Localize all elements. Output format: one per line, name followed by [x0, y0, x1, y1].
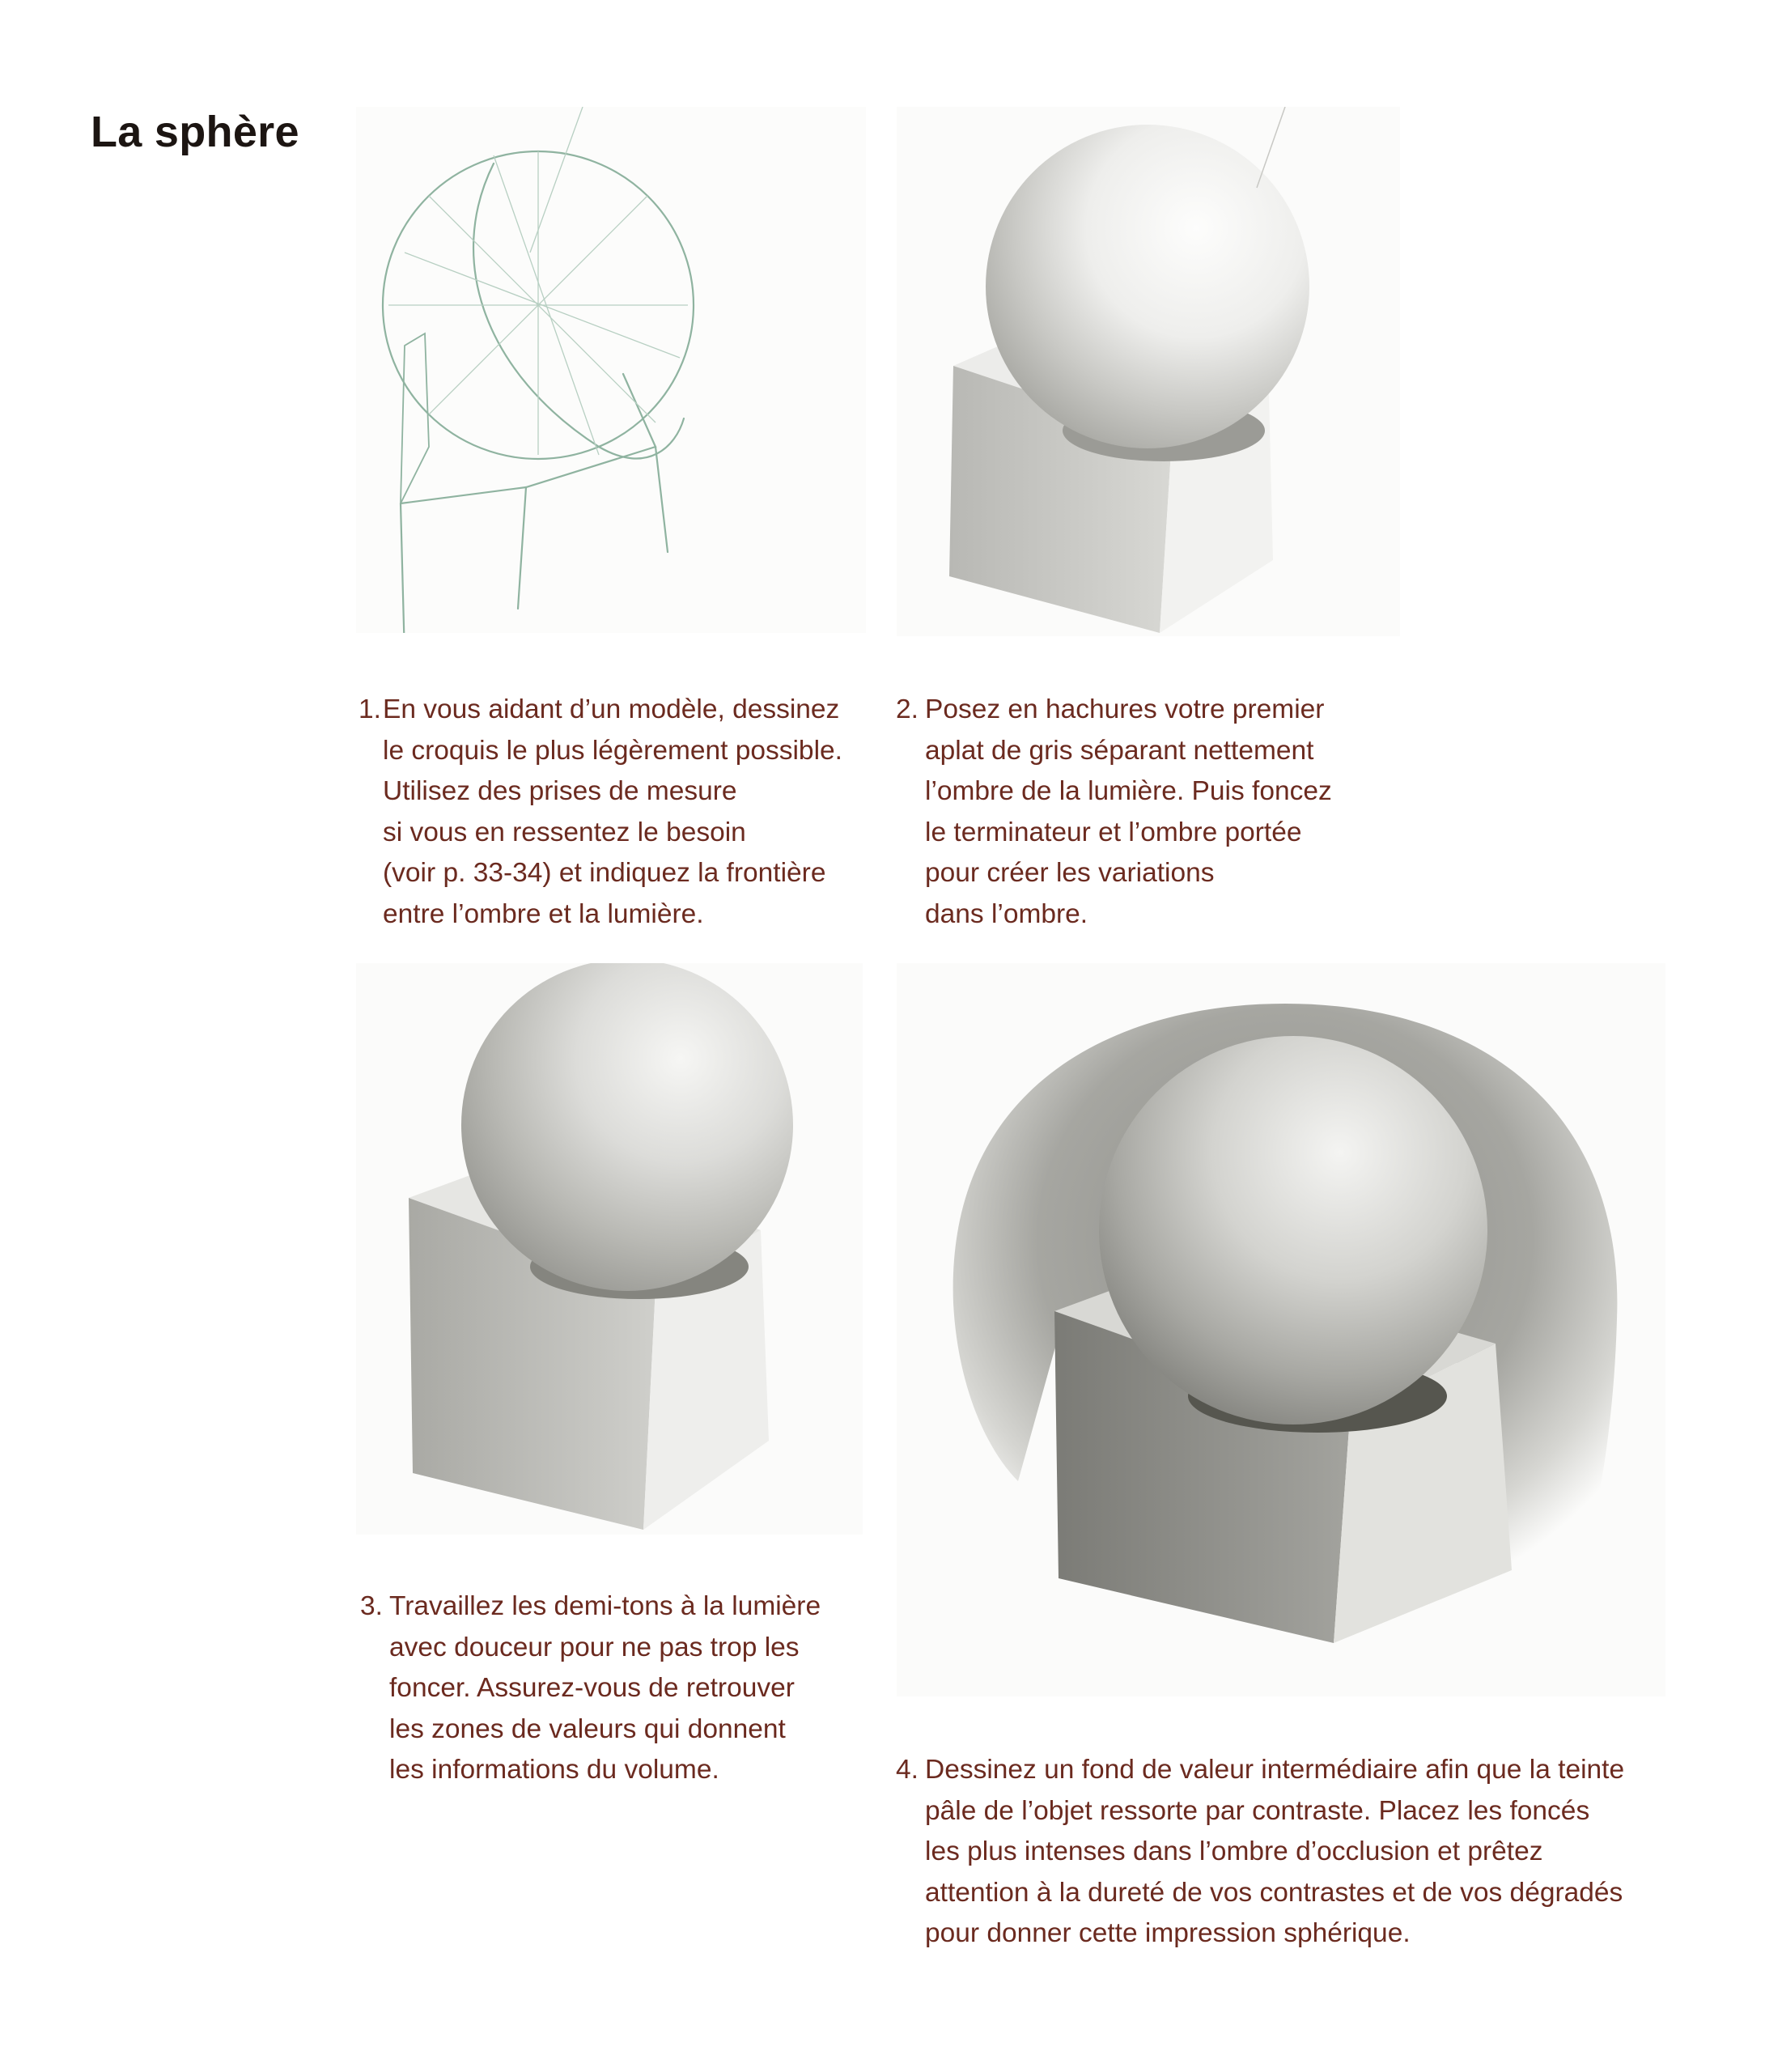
caption-line: les zones de valeurs qui donnent — [389, 1713, 786, 1744]
caption-line: En vous aidant d’un modèle, dessinez — [383, 694, 840, 724]
step-number: 3. — [360, 1591, 383, 1621]
step-3-caption — [360, 1586, 821, 1791]
caption-line: le terminateur et l’ombre portée — [925, 817, 1302, 847]
step-1-caption — [359, 690, 842, 935]
caption-line: attention à la dureté de vos contrastes et de vos dégradés — [925, 1877, 1623, 1908]
step-4-caption — [896, 1750, 1625, 1955]
caption-line: Utilisez des prises de mesure — [383, 776, 737, 806]
caption-line: pâle de l’objet ressorte par contraste. Placez les foncés — [925, 1795, 1590, 1826]
sketch-illustration-step-1 — [356, 107, 866, 633]
sphere-first-values-drawing — [897, 107, 1400, 636]
caption-line: les plus intenses dans l’ombre d’occlusion et prêtez — [925, 1836, 1543, 1866]
caption-line: les informations du volume. — [389, 1755, 719, 1785]
step-2-caption — [896, 690, 1332, 935]
caption-line: Dessinez un fond de valeur intermédiaire afin que la teinte — [925, 1755, 1625, 1785]
caption-line: Posez en hachures votre premier — [925, 694, 1325, 724]
caption-line: si vous en ressentez le besoin — [383, 817, 746, 847]
shaded-illustration-step-3 — [356, 963, 863, 1535]
step-number: 4. — [896, 1755, 919, 1785]
caption-line: le croquis le plus légèrement possible. — [383, 735, 842, 766]
caption-line: pour créer les variations — [925, 858, 1215, 888]
caption-line: entre l’ombre et la lumière. — [383, 898, 704, 929]
shaded-illustration-step-4 — [897, 963, 1665, 1696]
sketch-drawing — [356, 107, 866, 633]
caption-line: aplat de gris séparant nettement — [925, 735, 1314, 766]
step-number: 2. — [896, 694, 919, 724]
caption-line: (voir p. 33-34) et indiquez la frontière — [383, 858, 826, 888]
caption-line: Travaillez les demi-tons à la lumière — [389, 1591, 821, 1621]
sphere-final-render-drawing — [897, 963, 1665, 1696]
caption-line: avec douceur pour ne pas trop les — [389, 1632, 800, 1662]
caption-line: l’ombre de la lumière. Puis foncez — [925, 776, 1332, 806]
caption-line: dans l’ombre. — [925, 898, 1088, 929]
shaded-illustration-step-2 — [897, 107, 1400, 636]
caption-line: foncer. Assurez-vous de retrouver — [389, 1673, 795, 1703]
sphere-halftones-drawing — [356, 963, 863, 1535]
page-title: La sphère — [91, 108, 299, 156]
caption-line: pour donner cette impression sphérique. — [925, 1918, 1411, 1948]
step-number: 1. — [359, 694, 381, 724]
